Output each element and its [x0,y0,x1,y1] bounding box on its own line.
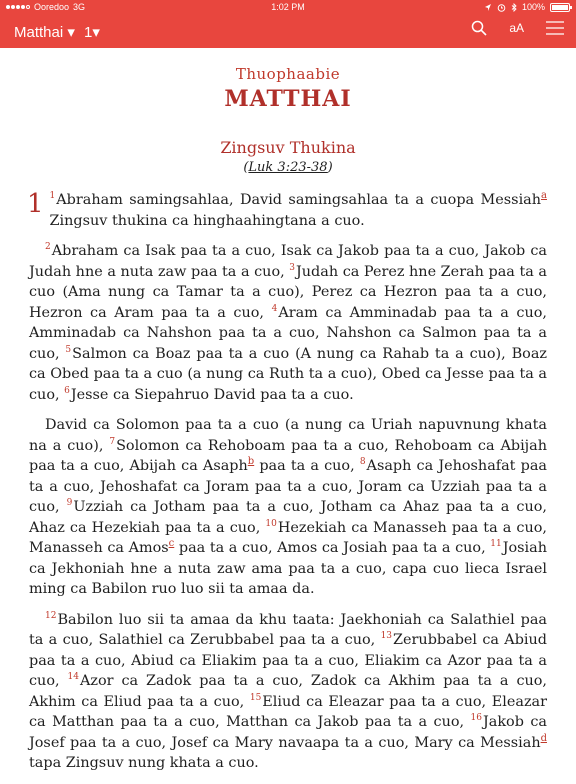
network-label: 3G [73,2,86,12]
alarm-icon [497,3,506,12]
section-title: Zingsuv Thukina [220,138,356,157]
scripture-paragraph [29,415,547,600]
verse-text: paa ta a cuo, Amos ca Josiah paa ta a cuo, [174,540,491,556]
search-icon[interactable] [471,20,487,36]
verse-number: 3 [289,262,296,273]
cross-ref-open: ( [243,160,249,175]
verse-text: Abraham ca Isak paa ta a cuo, Isak ca Jakob paa ta a cuo, Jakob ca Judah hne a nuta zaw paa ta a cuo, [29,243,547,280]
verse-number: 11 [490,539,502,550]
verse-text: Uzziah ca Jotham paa ta a cuo, Jotham ca Ahaz paa ta a cuo, Ahaz ca Hezekiah paa ta a cuo, [29,499,547,536]
footnote-marker[interactable]: d [540,732,547,744]
verse-number: 8 [359,457,366,468]
verse-text: tapa Zingsuv nung khata a cuo. [29,755,259,771]
verse-text: Azor ca Zadok paa ta a cuo, Zadok ca Akhim paa ta a cuo, Akhim ca Eliud paa ta a cuo, [29,673,548,710]
verse-text: Salmon ca Boaz paa ta a cuo (A nung ca Rahab ta a cuo), Boaz ca Obed paa ta a cuo (a nung ca Ruth ta a cuo), Obed ca Jesse paa ta a cuo, [29,345,548,403]
scripture-paragraph [29,241,547,405]
verse-text: Asaph ca Jehoshafat paa ta a cuo, Jehoshafat ca Joram paa ta a cuo, Joram ca Uzziah paa ta a cuo, [29,458,547,515]
verse-text: paa ta a cuo, [254,458,360,474]
verse-number: 13 [380,631,393,642]
verse-text: Jesse ca Siepahruo David paa ta a cuo. [70,386,354,403]
footnote-marker[interactable]: b [247,456,255,468]
status-right [484,2,570,12]
chevron-down-icon: ▾ [67,24,75,41]
chapter-text [29,190,547,784]
status-time: 1:02 PM [271,2,305,12]
footnote-marker[interactable]: c [168,538,175,550]
menu-icon[interactable] [546,21,564,35]
verse-number: 14 [67,672,79,683]
book-super-title: Thuophaabie [235,65,341,83]
footnote-marker[interactable]: a [541,190,547,202]
bluetooth-icon [511,3,517,12]
cross-ref-close: ) [327,160,333,175]
verse-number: 7 [109,436,116,447]
verse-number: 15 [249,692,262,703]
verse-number: 2 [45,242,51,253]
verse-number: 4 [271,303,278,314]
verse-text: Jakob ca Josef paa ta a cuo, Josef ca Mary navaapa ta a cuo, Mary ca Messiah [29,714,547,751]
verse-number: 5 [65,344,72,355]
verse-text: David ca Solomon paa ta a cuo (a nung ca Uriah napuvnung khata na a cuo), [29,417,547,454]
verse-text: Hezekiah ca Manasseh paa ta a cuo, Manasseh ca Amos [29,519,547,556]
book-title: MATTHAI [224,86,352,112]
battery-percent: 100% [521,2,545,12]
battery-icon [550,3,570,12]
verse-number: 12 [45,610,57,621]
cross-reference [0,160,576,175]
chevron-down-icon: ▾ [92,24,100,41]
verse-number: 10 [265,518,277,529]
status-bar [0,0,576,14]
verse-text: Solomon ca Rehoboam paa ta a cuo, Rehoboam ca Abijah paa ta a cuo, Abijah ca Asaph [29,437,547,474]
verse-number: 16 [470,713,482,724]
verse-text: Aram ca Amminadab paa ta a cuo, Amminadab ca Nahshon paa ta a cuo, Nahshon ca Salmon paa ta a cuo, [29,304,547,362]
carrier-label: Ooredoo [34,2,70,12]
book-name: Matthai [14,24,64,41]
verse-text: Judah ca Perez hne Zerah paa ta a cuo (Ama nung ca Tamar ta a cuo), Perez ca Hezron paa ta a cuo, Hezron ca Aram paa ta a cuo, [29,263,547,321]
nav-actions [471,20,564,36]
verse-text: Josiah ca Jekhoniah hne a nuta zaw ama paa ta a cuo, capa cuo lieca Israel ming ca Babilon ruo luo sii ta amaa da. [29,540,547,597]
location-icon [484,3,492,12]
font-size-button[interactable]: aA [509,21,524,35]
verse-number: 9 [66,498,73,509]
verse-number: 1 [49,191,56,202]
verse-text: Zingsuv thukina ca hinghaahingtana a cuo. [49,212,365,229]
verse-text: Zerubbabel ca Abiud paa ta a cuo, Abiud ca Eliakim paa ta a cuo, Eliakim ca Azor paa ta a cuo, [29,632,547,689]
verse-text: Eliud ca Eleazar paa ta a cuo, Eleazar ca Matthan paa ta a cuo, Matthan ca Jakob paa ta a cuo, [29,693,547,730]
nav-bar [0,14,576,48]
chapter-number-label: 1 [84,24,93,41]
verse-text: Abraham samingsahlaa, David samingsahlaa ta a cuopa Messiah [56,192,542,208]
cross-ref-link[interactable]: Luk 3:23-38 [248,160,328,175]
book-selector[interactable] [14,23,75,41]
verse-text: Babilon luo sii ta amaa da khu taata: Jaekhoniah ca Salathiel paa ta a cuo, Salathiel ca Zerubbabel paa ta a cuo, [29,611,547,648]
scripture-paragraph [29,610,547,774]
scripture-paragraph [29,190,547,231]
chapter-number: 1 [27,189,44,219]
chapter-selector[interactable] [84,23,100,41]
verse-number: 6 [64,385,70,396]
